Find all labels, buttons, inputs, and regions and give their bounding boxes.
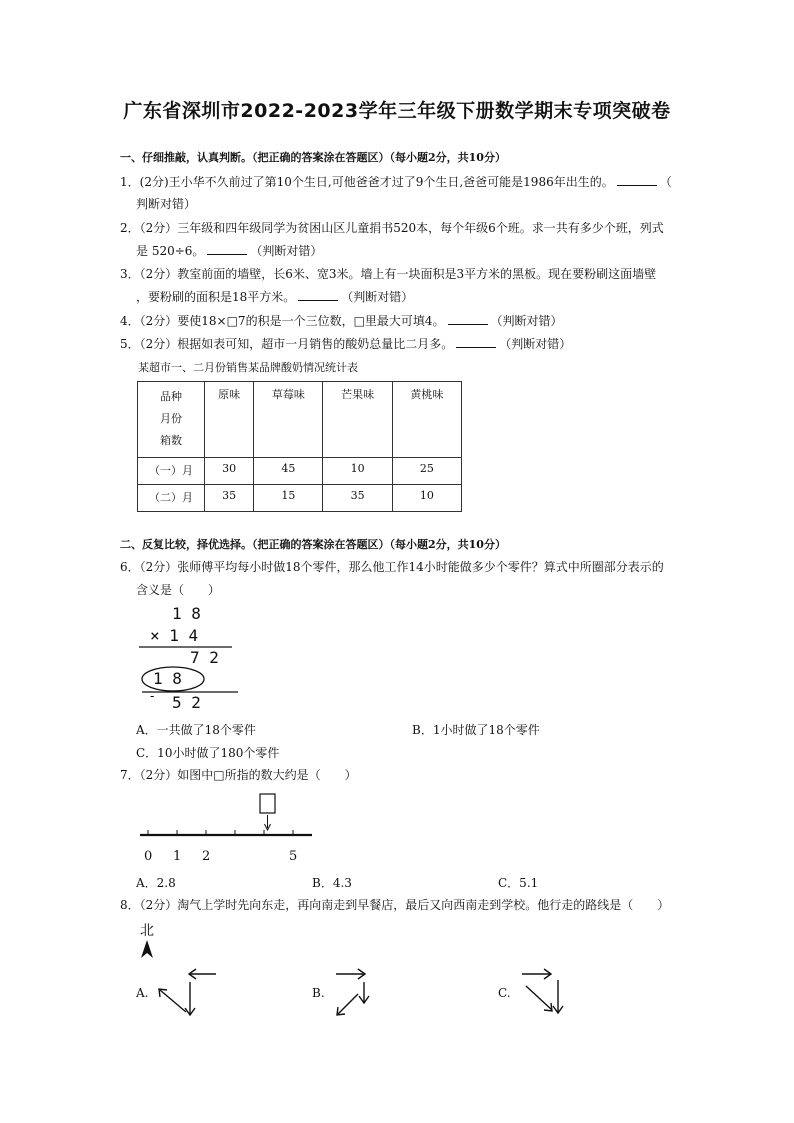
question-4 xyxy=(120,314,563,328)
table-row xyxy=(138,458,462,485)
q6-option-b[interactable]: B．1小时做了18个零件 xyxy=(412,723,540,737)
table-cell: 45 xyxy=(254,458,323,485)
table-header-cell: 黄桃味 xyxy=(392,382,461,458)
mult-row-2: × 1 4 xyxy=(150,626,199,645)
table-cell: 25 xyxy=(392,458,461,485)
q7-option-c[interactable]: C．5.1 xyxy=(498,876,539,890)
table-header-cell: 草莓味 xyxy=(254,382,323,458)
tick-label-5: 5 xyxy=(289,849,298,864)
answer-blank-1[interactable] xyxy=(617,175,657,186)
answer-blank-5[interactable] xyxy=(456,337,496,348)
question-1-line2: 判断对错） xyxy=(136,197,197,211)
north-label: 北 xyxy=(140,923,154,939)
q7-option-b[interactable]: B．4.3 xyxy=(312,876,352,890)
table-corner-cell xyxy=(138,382,205,458)
mult-row-4: 1 8 xyxy=(153,669,182,688)
corner-month: 月份 xyxy=(160,412,182,425)
table-cell: 15 xyxy=(254,485,323,512)
judge-label: （判断对错） xyxy=(499,337,572,351)
q8-option-a-label[interactable]: A. xyxy=(136,986,149,1000)
multiplication-figure xyxy=(136,600,242,712)
question-3-text: ，要粉刷的面积是18平方米。 xyxy=(136,290,296,304)
table-row xyxy=(138,485,462,512)
question-1-paren: （ xyxy=(659,175,672,189)
question-5-text: 5．（2分）根据如表可知，超市一月销售的酸奶总量比二月多。 xyxy=(120,337,454,351)
question-7: 7．（2分）如图中□所指的数大约是（ ） xyxy=(120,768,357,782)
tick-label-2: 2 xyxy=(202,849,211,864)
corner-boxes: 箱数 xyxy=(160,434,182,447)
table-cell: 10 xyxy=(392,485,461,512)
answer-blank-2[interactable] xyxy=(207,244,247,255)
table-header-row xyxy=(138,382,462,458)
q8-option-c-route[interactable] xyxy=(514,964,574,1020)
tick-label-0: 0 xyxy=(144,849,153,864)
section2-heading: 二、反复比较，择优选择。（把正确的答案涂在答题区）（每小题2分，共10分） xyxy=(120,538,506,551)
mult-row-3: 7 2 xyxy=(190,648,219,667)
svg-text:-: - xyxy=(150,689,155,703)
corner-item: 品种 xyxy=(160,390,182,403)
q8-option-a-route[interactable] xyxy=(154,964,224,1020)
question-5 xyxy=(120,337,571,351)
q8-option-b-label[interactable]: B. xyxy=(312,986,325,1000)
question-3-line2 xyxy=(136,290,413,304)
north-arrow-icon xyxy=(139,938,155,960)
table-header-cell: 芒果味 xyxy=(323,382,392,458)
question-6-line1: 6．（2分）张师傅平均每小时做18个零件，那么他工作14小时能做多少个零件？算式中所圈部分表示的 xyxy=(120,560,664,574)
question-2-text: 是 520÷6。 xyxy=(136,244,205,258)
section1-heading: 一、仔细推敲，认真判断。（把正确的答案涂在答题区）（每小题2分，共10分） xyxy=(120,151,506,164)
question-2-line2 xyxy=(136,244,322,258)
tick-label-1: 1 xyxy=(173,849,182,864)
page-title: 广东省深圳市2022-2023学年三年级下册数学期末专项突破卷 xyxy=(123,100,671,122)
table-cell: 10 xyxy=(323,458,392,485)
answer-blank-3[interactable] xyxy=(298,290,338,301)
question-2-line1: 2．（2分）三年级和四年级同学为贫困山区儿童捐书520本，每个年级6个班。求一共有多少个班，列式 xyxy=(120,221,664,235)
table-row-label: （一）月 xyxy=(138,458,205,485)
q7-option-a[interactable]: A．2.8 xyxy=(136,876,176,890)
q6-option-c[interactable]: C．10小时做了180个零件 xyxy=(136,746,280,760)
table-row-label: （二）月 xyxy=(138,485,205,512)
table-caption: 某超市一、二月份销售某品牌酸奶情况统计表 xyxy=(138,361,358,374)
question-4-text: 4．（2分）要使18×□7的积是一个三位数，□里最大可填4。 xyxy=(120,314,445,328)
question-8: 8．（2分）淘气上学时先向东走，再向南走到早餐店，最后又向西南走到学校。他行走的路线是（ ） xyxy=(120,898,670,912)
table-cell: 30 xyxy=(205,458,254,485)
table-cell: 35 xyxy=(323,485,392,512)
answer-blank-4[interactable] xyxy=(448,314,488,325)
mult-row-1: 1 8 xyxy=(172,604,201,623)
judge-label: （判断对错） xyxy=(490,314,563,328)
table-header-cell: 原味 xyxy=(205,382,254,458)
yogurt-sales-table xyxy=(137,381,462,512)
unknown-box xyxy=(260,794,275,813)
judge-label: （判断对错） xyxy=(250,244,323,258)
question-6-line2: 含义是（ ） xyxy=(136,583,221,597)
q8-option-c-label[interactable]: C. xyxy=(498,986,511,1000)
table-cell: 35 xyxy=(205,485,254,512)
q8-option-b-route[interactable] xyxy=(330,964,380,1020)
question-1-text: 1．(2分)王小华不久前过了第10个生日,可他爸爸才过了9个生日,爸爸可能是1986年出生的。 xyxy=(120,175,614,189)
q6-option-a[interactable]: A．一共做了18个零件 xyxy=(136,723,256,737)
judge-label: （判断对错） xyxy=(341,290,414,304)
question-1-line1 xyxy=(120,175,672,189)
question-3-line1: 3．（2分）教室前面的墙壁，长6米、宽3米。墙上有一块面积是3平方米的黑板。现在要粉刷这面墙壁 xyxy=(120,267,657,281)
mult-row-5: 5 2 xyxy=(172,693,201,712)
